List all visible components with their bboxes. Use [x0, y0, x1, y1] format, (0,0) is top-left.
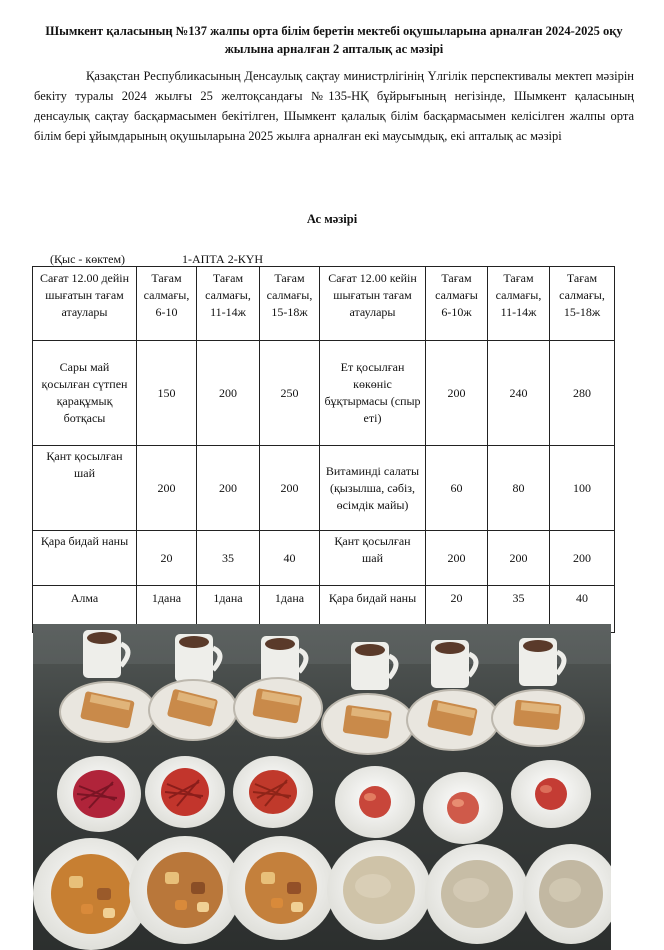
table-cell: 20: [426, 586, 488, 633]
header-weight-15-18-pm: Тағам салмағы, 15-18ж: [550, 267, 615, 341]
table-cell: Қант қосылған шай: [320, 531, 426, 586]
header-weight-11-14-pm: Тағам салмағы, 11-14ж: [488, 267, 550, 341]
table-cell: 240: [488, 341, 550, 446]
document-title: Шымкент қаласының №137 жалпы орта білім беретін мектебі оқушыларына арналған 2024-2025 оқу жылына арналған 2 апталық ас мәзірі: [45, 24, 623, 56]
table-cell: 200: [488, 531, 550, 586]
bread-basket: [492, 690, 584, 746]
apple-plate: [335, 766, 415, 838]
salad-plate: [233, 756, 313, 828]
salad-plates: [57, 756, 313, 832]
intro-paragraph: Қазақстан Республикасының Денсаулық сақтау министрлігінің Үлгілік перспективалы мектеп мәзірін бекіту туралы 2024 жылғы 25 желтоқсандағы №135-НҚ бұйрығының негізінде, Шымкент қаласының денсаулық сақтау басқармасымен бекітілген, Шымкент қалалық білім басқармасымен келісілген жалпы орта білім бері ұйымдарының оқушыларына 2025 жылға арналған екі маусымдық, екі апталық ас мәзірі: [34, 69, 634, 143]
table-cell: 100: [550, 446, 615, 531]
table-row: [33, 446, 615, 531]
table-cell: 200: [197, 446, 260, 531]
table-cell: 60: [426, 446, 488, 531]
bread-basket: [407, 690, 499, 750]
porridge-plate: [425, 844, 529, 944]
table-cell: 250: [260, 341, 320, 446]
salad-plate: [145, 756, 225, 828]
table-cell: 280: [550, 341, 615, 446]
table-cell: 200: [197, 341, 260, 446]
season-label: (Қыс - көктем): [50, 252, 126, 266]
table-cell: 40: [550, 586, 615, 633]
table-cell: 20: [137, 531, 197, 586]
table-cell: 200: [426, 531, 488, 586]
table-cell: Қара бидай наны: [33, 531, 137, 586]
header-weight-6-10: Тағам салмағы, 6-10: [137, 267, 197, 341]
table-cell: 1дана: [197, 586, 260, 633]
porridge-plate: [327, 840, 431, 940]
table-cell: Қара бидай наны: [320, 586, 426, 633]
bread-basket: [60, 682, 156, 742]
header-afternoon-dish: Сағат 12.00 кейін шығатын тағам атаулары: [320, 267, 426, 341]
table-cell: 35: [197, 531, 260, 586]
header-morning-dish: Сағат 12.00 дейін шығатын тағам атаулары: [33, 267, 137, 341]
table-cell: 200: [426, 341, 488, 446]
bread-basket: [149, 680, 237, 740]
table-cell: Қант қосылған шай: [33, 446, 137, 531]
salad-plate: [57, 756, 141, 832]
table-cell: Алма: [33, 586, 137, 633]
table-row: [33, 531, 615, 586]
week-day-label: 1-АПТА 2-КҮН: [182, 252, 264, 266]
table-cell: Витаминді салаты (қызылша, сәбіз, өсімдік майы): [320, 446, 426, 531]
table-cell: 200: [260, 446, 320, 531]
stew-plates: [33, 836, 335, 950]
table-cell: 35: [488, 586, 550, 633]
table-cell: 200: [137, 446, 197, 531]
bread-basket: [234, 678, 322, 738]
apple-plate: [511, 760, 591, 828]
table-cell: Сары май қосылған сүтпен қарақұмық ботқасы: [33, 341, 137, 446]
table-cell: 150: [137, 341, 197, 446]
meal-photo-drawing: [33, 624, 611, 950]
bread-basket: [322, 694, 414, 754]
header-weight-11-14: Тағам салмағы, 11-14ж: [197, 267, 260, 341]
table-cell: Ет қосылған көкөніс бұқтырмасы (спыр еті): [320, 341, 426, 446]
apple-plate: [423, 772, 503, 844]
header-weight-6-10-pm: Тағам салмағы 6-10ж: [426, 267, 488, 341]
table-cell: 80: [488, 446, 550, 531]
stew-plate: [129, 836, 241, 944]
menu-heading: Ас мәзірі: [306, 212, 358, 226]
table-cell: 1дана: [260, 586, 320, 633]
table-cell: 1дана: [137, 586, 197, 633]
table-cell: 200: [550, 531, 615, 586]
porridge-plates: [327, 840, 611, 944]
stew-plate: [227, 836, 335, 940]
table-cell: 40: [260, 531, 320, 586]
header-weight-15-18: Тағам салмағы, 15-18ж: [260, 267, 320, 341]
table-header-row: [33, 267, 615, 341]
meal-photo: [33, 624, 611, 950]
table-row: [33, 341, 615, 446]
menu-table: [32, 266, 615, 633]
